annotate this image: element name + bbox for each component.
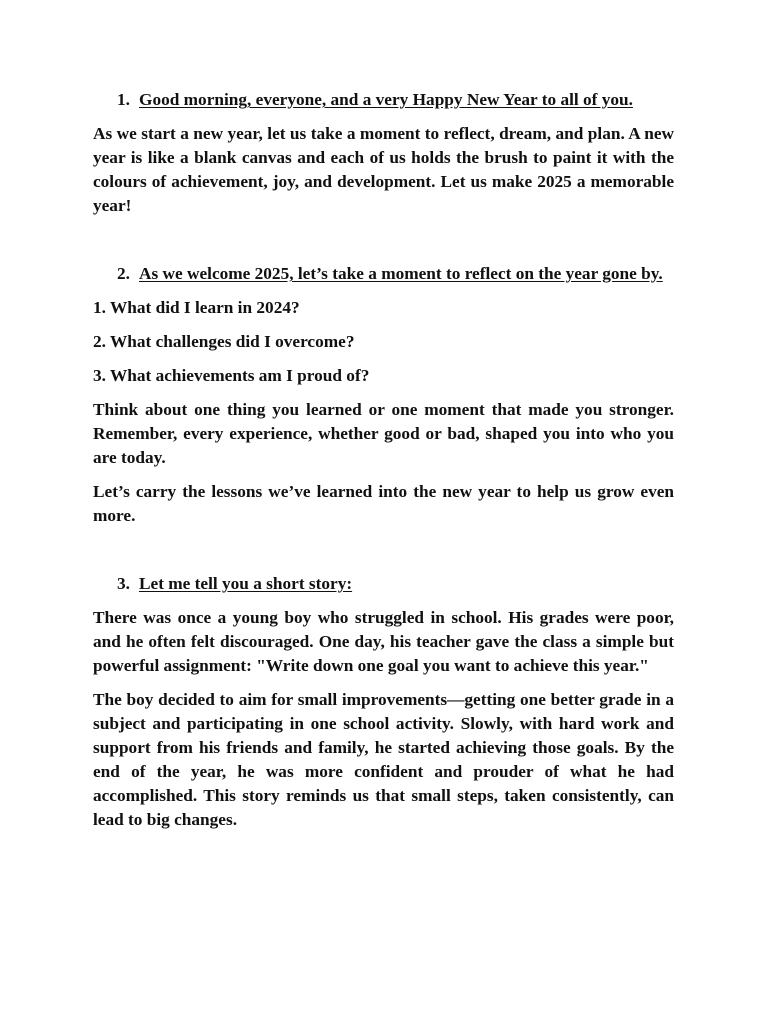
question-item-2: 2. What challenges did I overcome?: [93, 332, 355, 351]
section-3-number-wrap: [93, 572, 139, 596]
section-1-heading-text: Good morning, everyone, and a very Happy New Year to all of you.: [139, 90, 633, 109]
section-1-number: 1.: [117, 90, 130, 109]
section-1-number-wrap: [93, 88, 139, 112]
section-2-heading: [93, 262, 674, 286]
section-3-number: 3.: [117, 574, 130, 593]
section-2-number: 2.: [117, 264, 130, 283]
section-1-paragraph: As we start a new year, let us take a moment to reflect, dream, and plan. A new year is like a blank canvas and each of us holds the brush to paint it with the colours of achievement, joy, and development. Let us make 2025 a memorable year!: [93, 124, 674, 215]
section-2-paragraph-2: Let’s carry the lessons we’ve learned into the new year to help us grow even more.: [93, 482, 674, 525]
question-item-1: 1. What did I learn in 2024?: [93, 298, 300, 317]
document-page: [93, 88, 674, 832]
question-item-3: 3. What achievements am I proud of?: [93, 366, 370, 385]
section-1-heading: [93, 88, 674, 112]
section-3-paragraph-1: There was once a young boy who struggled in school. His grades were poor, and he often felt discouraged. One day, his teacher gave the class a simple but powerful assignment: "Write down one goal you want to achieve this year.": [93, 608, 674, 675]
section-3-heading: [93, 572, 674, 596]
section-3-heading-text: Let me tell you a short story:: [139, 574, 353, 593]
section-2-number-wrap: [93, 262, 139, 286]
section-2-heading-text: As we welcome 2025, let’s take a moment to reflect on the year gone by.: [139, 264, 663, 283]
section-3-paragraph-2: The boy decided to aim for small improvements—getting one better grade in a subject and participating in one school activity. Slowly, with hard work and support from his friends and family, he started achieving those goals. By the end of the year, he was more confident and prouder of what he had accomplished. This story reminds us that small steps, taken consistently, can lead to big changes.: [93, 690, 674, 829]
section-2-paragraph-1: Think about one thing you learned or one moment that made you stronger. Remember, every experience, whether good or bad, shaped you into who you are today.: [93, 400, 674, 467]
